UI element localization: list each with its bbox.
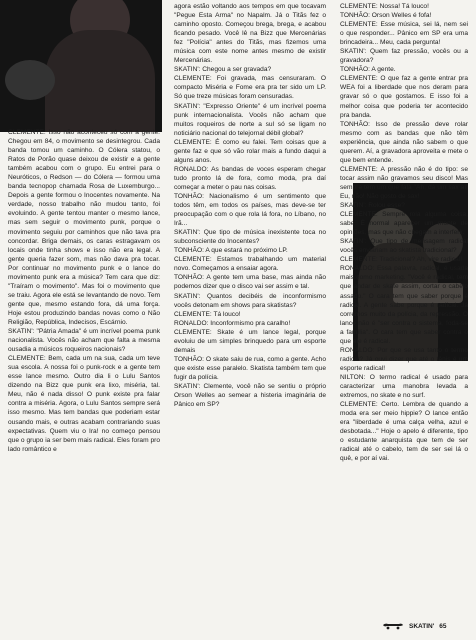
text-column-right: CLEMENTE: Nossa! Tá louco! TONHÃO: Orson Welles é fofa! CLEMENTE: Esse música, sei lá, nem sei o que responder... Pânico em SP era uma brincadeira... Meu, cada pergunta! SKATIN': Quem faz pressão, vocês ou a gravadora? TONHÃO: A gente. CLEMENTE: O que faz a gente entrar pra WEA foi a liberdade que nos deram para gravar só o que gostamos. E isso foi a melhor coisa que poderia ter acontecido pra banda. TONHÃO: Isso de pressão deve rolar mesmo com as bandas que não têm experiência, que ainda não sabem o que querem. Aí, a gravadora aproveita e mete o que bem entende. CLEMENTE: A pressão não é do tipo: se tocar assim não gravamos seu disco! Mas sempre tem um que fala "Ah, dá um sax aí! Eu, não! Não gosto de sax! SKATIN': Rolou esse? CLEMENTE: Sempre rola alguma coisa, sabe. É normal aparecer um monte de opiniões, mas que não chegam a interferir. SKATIN': Que tipo de mensagem radical vocês enviariam ao skatista tradicional? CLEMENTE: Tradicional? Ah, vire radical! RONALDO: Essa palavra, radical, é usada mais como marketing. "Você é radical, tem que andar de skate assim, cortar o cabelo assado." O cara tem que saber porque é radical. A gente sabe porque é radical. Já corremos muito da polícia, da repressão. O lance não é "ser contra o sistema, foda-se a família". O cara tem que saber contra o que ele é radical. RONALDO: Por que se usa tanto o termo radical? Já ouvi dizer que até o tênis é um esporte radical! NILTON: O termo radical é usado para caracterizar uma manobra levada a extremos, no skate e no surf. CLEMENTE: Certo. Lembra de quando a moda era ser meio hippie? O lance então era "liberdade é uma calça velha, azul e desbotada..." Hoje o apelo é diferente, tipo o estudante anarquista que tem de ser radical até o cabelo, tem de ser sei lá o quê, e por aí vai. bbox=[340, 3, 468, 463]
page-number: 65 bbox=[439, 622, 447, 630]
magazine-name: SKATIN' bbox=[409, 622, 435, 630]
text-column-left: CLEMENTE: Isso não aconteceu só com a gente. Chegou em 84, o movimento se desintegrou. Cada banda tomou um caminho. O Cólera statou, o Ratos de Porão quase deixou de existir e a gente também acabou com o grupo. Eu entrei para o Neuróticos, o Redson — do Cólera — formou uma banda tecnopop chamada Rosa de Luxemburgo... Depois a gente formou o Inocentes novamente. Na verdade, nosso trabalho não mudou tanto, foi evoluindo. A gente tentou manter o mesmo lance, mas sem seguir o movimento punk, porque o movimento seguiu por caminhos que não tava pra concordar. Briga demais, os caras estragavam os locais onde tinha shows e isso não era legal. A gente queria fazer som, mas não dava pra tocar. Por continuar no movimento punk e o lance do movimento punk era a música? Tem cara que diz: "Traíram o movimento". Mas foi o movimento que se traiu. Agora ele está se levantando de novo. Tem gente que, mesmo estando fora, dá uma força. Hoje estou produzindo bandas novas como o Não Religião, República, Indecisos, Escárnio. SKATIN': "Pátria Amada" é um incrível poema punk nacionalista. Vocês não acham que falta a mesma ousadia a músicos roqueiros nacionais? CLEMENTE: Bem, cada um na sua, cada um teve sua escola. A nossa foi o punk-rock e a gente tem esse lance mesmo. Outro dia li o Lulu Santos dizendo na Bizz que punk era lixo, miséria, tal. Meu, não é nada disso! O punk existe pra falar contra a miséria. Agora, o Lulu Santos sempre será isso mesmo. Mas tem bandas que poderiam estar ousando mais, e outras acabam contrariando suas expectativas. Quem viu o Ira! no começo pensou que o grupo ia ser bem mais radical. Eles foram pro lado romântico e bbox=[8, 129, 160, 453]
skateboard-icon bbox=[382, 622, 404, 630]
text-column-middle: agora estão voltando aos tempos em que tocavam "Pegue Esta Arma" no Napalm. Já o Titãs fez o caminho oposto. Começou brega, brega, e acabou ficando pesado. Você lê na Bizz que Mercenárias fez "Polícia" antes do Titãs, mas fizemos uma música com este nome antes mesmo de existir Mercenárias. SKATIN': Chegou a ser gravada? CLEMENTE: Foi gravada, mas censuraram. O compacto Miséria e Fome era pra ter sido um LP. Só que treze músicas foram censuradas. SKATIN': "Expresso Oriente" é um incrível poema punk internacionalista. Vocês não acham que muitos roqueiros de norte a sul só se ligam no noticiário nacional do telejornal débil global? CLEMENTE: É como eu falei. Tem coisas que a gente faz e que só vão rolar mais a fundo daqui a alguns anos. RONALDO: As bandas de voces esperam chegar tudo pronto lá de fora, como moda, pra daí começar a meter o pau nas coisas. TONHÃO: Nacionalismo é um sentimento que todos têm, em todos os países, mas deve-se ter preocupação com o que rola lá fora, no Líbano, no Irã... SKATIN': Que tipo de música inexistente toca no subconsciente do Inocentes? TONHÃO: A que estará no próximo LP. CLEMENTE: Estamos trabalhando um material novo. Começamos a ensaiar agora. TONHÃO: A gente tem uma base, mas ainda não podemos dizer que o disco vai ser assim e tal. SKATIN': Quantos decibéis de inconformismo vocês detonam em shows para skatistas? CLEMENTE: Tá louco! RONALDO: Inconformismo pra caralho! CLEMENTE: Skate é um lance legal, porque evoluiu de um simples brinquedo para um esporte demais TONHÃO: O skate saiu de rua, como a gente. Acho que existe esse paralelo. Skatista também tem que fugir da polícia. SKATIN': Clemente, você não se sentiu o próprio Orson Welles ao semear a histeria imaginária de Pânico em SP? bbox=[174, 3, 326, 409]
band-photo-left bbox=[0, 0, 162, 132]
page-footer bbox=[382, 620, 472, 632]
